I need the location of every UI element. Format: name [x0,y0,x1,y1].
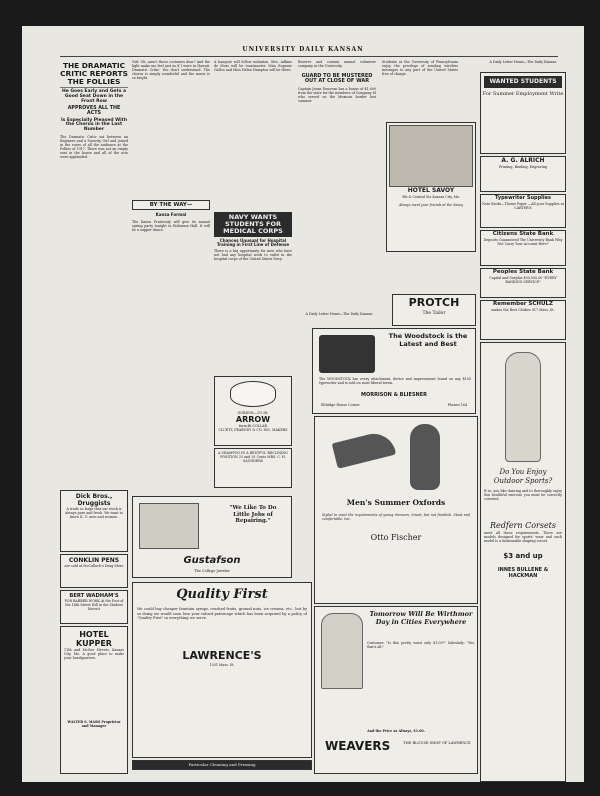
ad-hotel-kupper [60,626,128,774]
ad-address: Eldridge House Corner [321,403,360,407]
ad-body-2: meet all these requirements. There are models designed for sports' wear and each model is a fashionable shaping corset. [484,531,562,544]
column-5 [382,60,458,120]
ad-address: 1031 Mass. St. [209,662,235,667]
ad-brand: Redfern Corsets [489,521,556,531]
ad-title: Peoples State Bank [492,269,554,275]
daily-letter-note: A Daily Letter Home—The Daily Kansan [489,60,557,64]
ad-body: Note Books—Theme Paper —All your Supplies at CARTER'S [482,202,564,211]
ad-schulz [480,300,566,340]
article-body-2: Captain Jenas Donovan has a bonus of $1,000 from the state for the members of Company M who served on the Mexican border last summer. [298,86,376,103]
ad-body: 11th and McGee Streets, Kansas City, Mo. A good place to make your headquarters. [64,648,124,661]
ad-hotel-savoy [386,122,476,252]
article-body: Students at the University of Pennsylvania enjoy the privilege of sending wireless messages to any part of the United States free of charge. [382,60,458,77]
ad-sub: For Summer Employment Write [482,91,564,97]
ad-title: Typewriter Supplies [495,195,551,201]
subhead-1: He Goes Early and Gets a Good Seat Down in the Front Row [61,89,127,104]
ad-gustafson [132,496,292,578]
ad-title: Do You Enjoy Outdoor Sports? [493,468,553,485]
ad-price: $3 and up [503,551,543,560]
ad-foot: Otto Fischer [370,533,422,543]
ad-title: PROTCH [408,296,460,309]
ad-body: Printing, Binding, Engraving [498,165,548,169]
ad-body: Styled to meet the requirements of young dressers; Smart, but not freakish. Stout and comfortable, too. [322,513,470,522]
ad-title: Tomorrow Will Be Wirthmor Day in Cities Everywhere [369,610,473,626]
ad-lawrences [132,582,312,758]
section-heading: BY THE WAY— [149,202,193,209]
ad-title: Remember SCHULZ [492,301,553,307]
ad-footer: WALTER S. MARS Proprietor and Manager [67,720,121,729]
ad-quote: "We Like To Do Little Jobs of Repairing." [229,505,277,524]
subheading: Kansa Formal [155,212,187,218]
column-2 [132,60,210,500]
masthead-rule [60,56,558,57]
figure-illustration [505,352,541,462]
ad-body: A SHAMPOO IN A RESTFUL RECLINING POSITION 25 and 35 Cents MRS. C. H. SAUNDERS [218,451,288,464]
ad-maker: CLUETT, PEABODY & CO. INC. MAKERS [218,428,288,433]
column-3 [214,60,292,372]
ad-body: Customer: "Is this pretty waist only $1.00?" Saleslady: "Yes, that's all." [367,641,475,650]
ad-citizens-bank [480,230,566,266]
ad-title: HOTEL KUPPER [76,630,112,648]
ad-body: Capital and Surplus $90,000.00 "EVERY BANKING SERVICE" [489,276,557,285]
ad-title: Gustafson [183,555,241,566]
ad-sub: THE BLOUSE SHOP OF LAWRENCE [403,741,471,745]
ad-title: Citizens State Bank [492,231,554,237]
article-body-2: There is a big opportunity for men who have not had any hospital work to enlist in the hospital corps of the United States Navy. [214,249,292,262]
ad-body: If so, you like dancing and to thoroughly enjoy this healthful exercise you must be correctly corseted. [484,489,562,502]
ad-arrow-collar [214,376,292,446]
headline-navy: NAVY WANTS STUDENTS FOR MEDICAL CORPS [214,212,292,236]
ad-title: Quality First [176,587,268,602]
ad-body: makes the Best Clothes 917 Mass. St. [491,308,555,312]
strip-cleaning [132,760,312,770]
ad-typewriter-supplies [480,194,566,228]
ad-shampoo [214,448,292,488]
typewriter-illustration [319,335,375,373]
ad-woodstock [312,328,476,414]
subheading: Chances Unusual for Hospital Training in First Line of Defense [216,237,290,247]
newspaper-page [22,26,584,782]
ad-foot: MORRISON & BLIESNER [361,392,427,398]
hotel-illustration [389,125,473,187]
ad-body: are sold at McCulloch's Drug Store [64,564,124,568]
ad-dick-bros [60,490,128,552]
ad-foot: Always meet your friends at the Savoy [398,203,464,208]
ad-foot: INNES BULLENE & HACKMAN [497,566,549,579]
ad-title: ARROW [235,415,271,425]
ad-title: CONKLIN PENS [68,557,120,564]
ad-alrich [480,156,566,192]
ad-sub: The College Jeweler [194,569,230,573]
subhead-3: Is Especially Pleased With the Chorus in the Last Number [60,117,128,132]
article-body: Girl: Oh, aren't those costumes dear? And the light make me feel just as if I were in Hawaii. Dramatic Critic: You don't understand. The chorus is simply wonderful and the music is so bright. [132,60,210,81]
ad-title: The Woodstock is the Latest and Best [388,332,468,348]
ad-sub: The Tailor [422,311,446,316]
ad-brand: WEAVERS [325,739,391,753]
ad-sub: 9th & Central Sts Kansas City, Mo. [401,195,461,199]
ad-body: FOR BARBER WORK At the Foot of the 14th Street Hill in the Student District [64,599,124,612]
ad-brand: GORDON—2½ IN. [237,411,269,415]
ad-redfern-corsets [480,342,566,782]
column-4 [298,60,376,345]
headline-critic: THE DRAMATIC CRITIC REPORTS THE FOLLIES [60,61,128,86]
ad-brand: LAWRENCE'S [182,648,262,662]
masthead: UNIVERSITY DAILY KANSAN [242,46,364,53]
ad-oxfords [314,416,478,604]
ad-body: A trade so large that our stock is always pure and fresh. We want to know K. U. men and women. [65,507,123,520]
ad-protch [392,294,476,326]
collar-illustration [230,381,276,407]
strip-text: Particular Cleaning and Pressing [188,762,256,767]
ring-illustration [139,503,199,549]
headline-guard: GUARD TO BE MUSTERED OUT AT CLOSE OF WAR [301,73,373,85]
ad-price: And the Price as Always, $1.00. [367,729,425,733]
ad-title: Men's Summer Oxfords [346,498,446,507]
shoes-illustration [318,420,474,498]
ad-wadham [60,590,128,624]
ad-phone: Phones 164 [447,403,467,407]
ad-sub: form-fit COLLAR [238,424,268,429]
column-1 [60,60,128,320]
ad-title: A. G. ALRICH [501,157,545,164]
ad-title: WANTED STUDENTS [484,76,562,88]
ad-title: BERT WADHAM'S [69,593,119,599]
ad-wanted-students [480,72,566,154]
article-body-2: The Kansa Fraternity will give its annual spring party tonight in Robinson Hall. It will be a supper dance. [132,219,210,232]
daily-letter-note: A Daily Letter Home—The Daily Kansan [305,312,373,316]
article-body: A banquet will follow initiation. Mrs. Adkins de Moss will be toastmaster. Miss Eugenie Galloo and Miss Helen Hampton will be there. [214,60,292,73]
blouse-illustration [321,613,363,689]
subhead-2: APPROVES ALL THE ACTS [67,106,121,117]
ad-body: The WOODSTOCK has every attachment, device and improvement found on any $100 typewriter and is sold on most liberal terms. [319,377,471,386]
ad-body: We could buy cheaper fountain syrups, crushed fruits, ground nuts, ice creams, etc., but by so doing we would soon lose your valued patronage which has been acquired by a policy of "Quality First" in everything we serve. [137,607,307,621]
ad-title: HOTEL SAVOY [407,187,455,194]
ad-title: Dick Bros., Druggists [75,493,113,507]
ad-weavers [314,606,478,774]
ad-body: Deposits Guaranteed The University Bank Why Not Carry Your Account Here? [483,238,563,247]
article-body: Reserve and contain annual volunteer company in the University. [298,60,376,69]
ad-conklin [60,554,128,588]
article-body: The Dramatic Critic sat between an Engineer and a Sorority Girl and joined in the roars of all the audience at the Follies of 1917. There was not an empty seat in the house and all of the acts were applauded. [60,134,128,160]
by-the-way-box [132,200,210,210]
ad-peoples-bank [480,268,566,298]
